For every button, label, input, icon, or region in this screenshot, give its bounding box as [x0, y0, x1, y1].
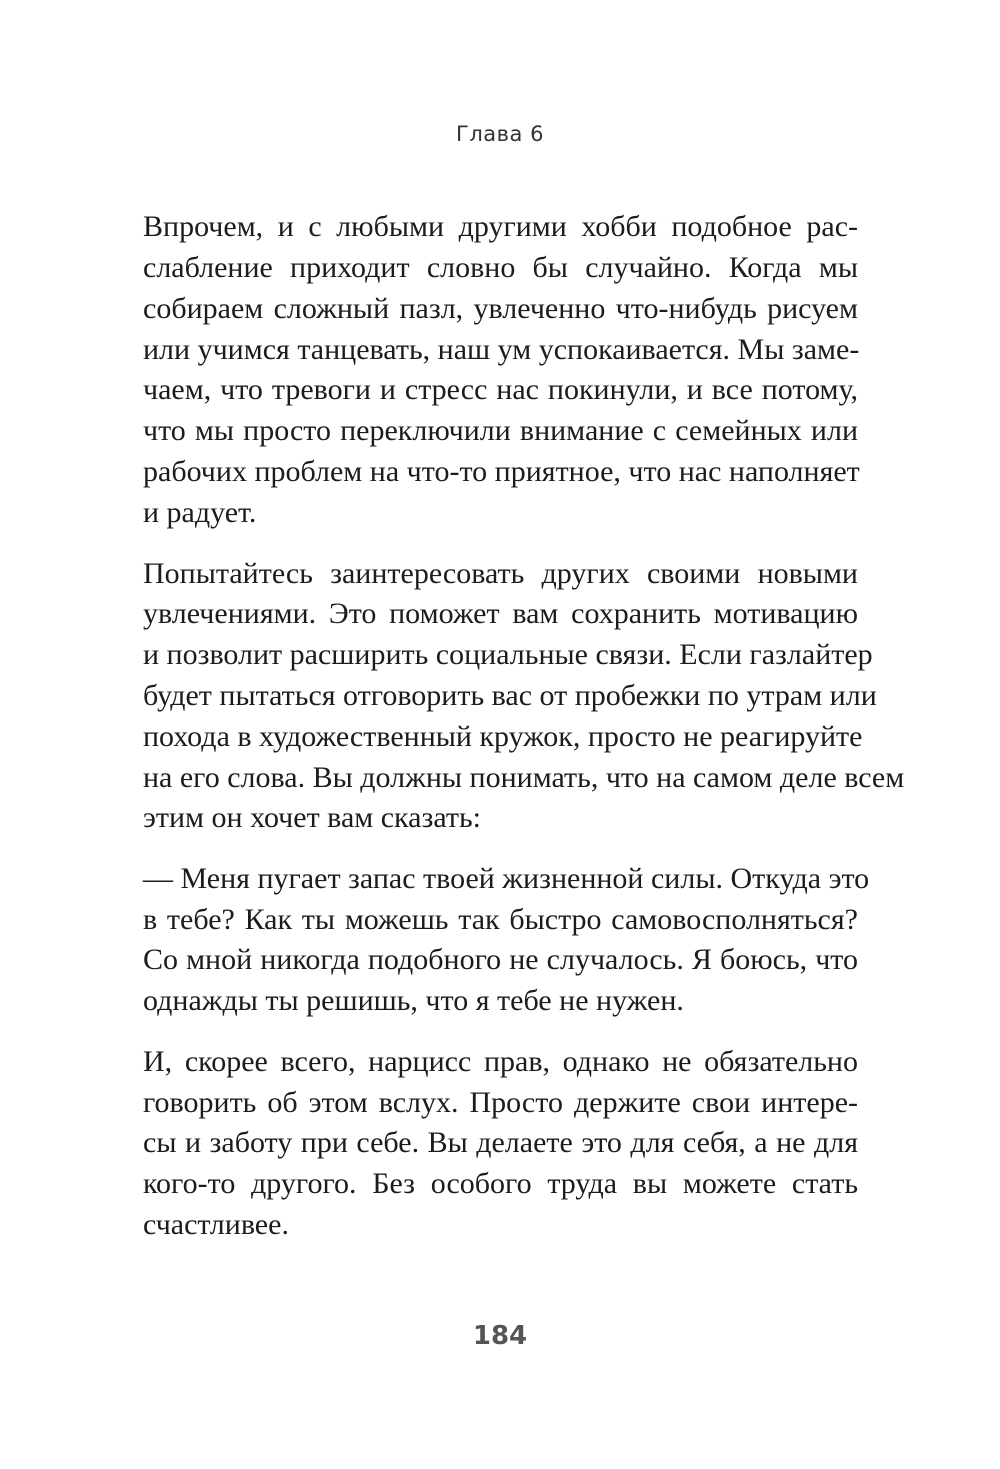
- page-number: 184: [472, 1321, 528, 1351]
- text-line: И, скорее всего, нарцисс прав, однако не обязательно: [143, 1045, 858, 1078]
- text-line: или учимся танцевать, наш ум успокаивается. Мы заме-: [143, 333, 860, 366]
- running-head: Глава 6: [456, 122, 544, 146]
- text-line: и позволит расширить социальные связи. Если газлайтер: [143, 638, 873, 671]
- text-line: счастливее.: [143, 1208, 289, 1241]
- text-line: что мы просто переключили внимание с семейных или: [143, 414, 858, 447]
- text-line: этим он хочет вам сказать:: [143, 801, 482, 834]
- text-line: на его слова. Вы должны понимать, что на самом деле всем: [143, 761, 905, 794]
- text-line: в тебе? Как ты можешь так быстро самовосполняться?: [143, 903, 858, 936]
- text-line: Впрочем, и с любыми другими хобби подобное рас-: [143, 210, 858, 243]
- text-line: — Меня пугает запас твоей жизненной силы. Откуда это: [143, 862, 870, 895]
- text-line: Попытайтесь заинтересовать других своими новыми: [143, 557, 858, 590]
- text-line: кого-то другого. Без особого труда вы можете стать: [143, 1167, 858, 1200]
- text-line: увлечениями. Это поможет вам сохранить мотивацию: [143, 597, 858, 630]
- text-line: собираем сложный пазл, увлеченно что-нибудь рисуем: [143, 292, 858, 325]
- text-line: сы и заботу при себе. Вы делаете это для себя, а не для: [143, 1126, 858, 1159]
- text-line: чаем, что тревоги и стресс нас покинули, и все потому,: [143, 373, 858, 406]
- text-line: и радует.: [143, 496, 257, 529]
- text-line: говорить об этом вслух. Просто держите свои интере-: [143, 1086, 858, 1119]
- text-line: будет пытаться отговорить вас от пробежки по утрам или: [143, 679, 877, 712]
- text-line: похода в художественный кружок, просто не реагируйте: [143, 720, 863, 753]
- text-line: рабочих проблем на что-то приятное, что нас наполняет: [143, 455, 860, 488]
- text-line: слабление приходит словно бы случайно. Когда мы: [143, 251, 858, 284]
- text-line: Со мной никогда подобного не случалось. Я боюсь, что: [143, 943, 858, 976]
- text-line: однажды ты решишь, что я тебе не нужен.: [143, 984, 684, 1017]
